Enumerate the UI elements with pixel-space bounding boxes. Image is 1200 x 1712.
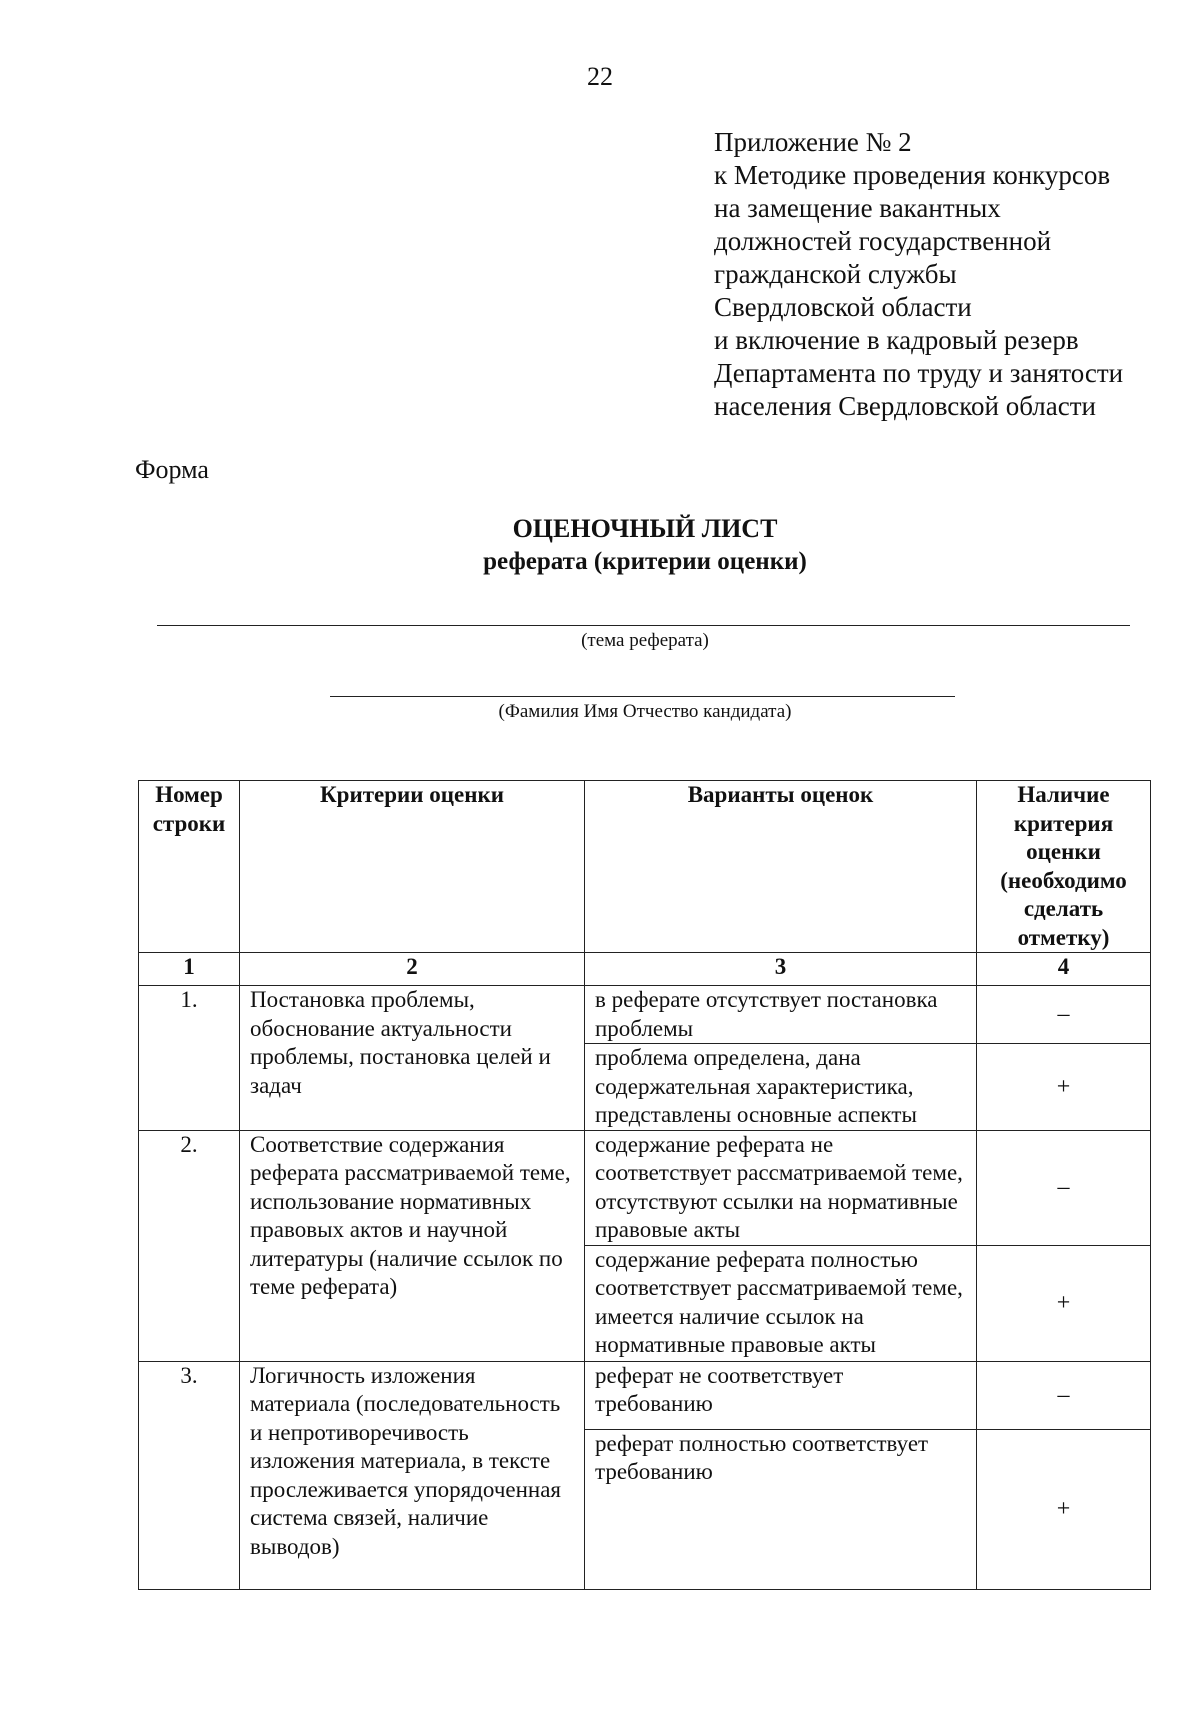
- appendix-line: населения Свердловской области: [714, 391, 1096, 421]
- row-number: 1.: [139, 986, 240, 1131]
- table-header-row: [139, 781, 1151, 953]
- option-text: в реферате отсутствует постановка проблемы: [585, 986, 977, 1044]
- row-number: 2.: [139, 1130, 240, 1361]
- mark-cell: –: [977, 986, 1151, 1044]
- table-row: [139, 1130, 1151, 1245]
- mark-cell: +: [977, 1245, 1151, 1361]
- appendix-header: [714, 126, 1123, 423]
- column-number: 4: [977, 953, 1151, 986]
- appendix-line: Свердловской области: [714, 292, 972, 322]
- option-text: реферат не соответствует требованию: [585, 1361, 977, 1429]
- name-fill-line: [330, 696, 955, 697]
- header-criteria: Критерии оценки: [240, 781, 585, 953]
- document-title: ОЦЕНОЧНЫЙ ЛИСТ: [512, 514, 778, 543]
- column-number-row: [139, 953, 1151, 986]
- option-text: реферат полностью соответствует требованию: [585, 1429, 977, 1589]
- appendix-line: и включение в кадровый резерв: [714, 325, 1079, 355]
- column-number: 1: [139, 953, 240, 986]
- mark-cell: +: [977, 1044, 1151, 1131]
- appendix-line: на замещение вакантных: [714, 193, 1001, 223]
- appendix-line: Приложение № 2: [714, 127, 912, 157]
- header-presence: Наличие критерия оценки (необходимо сделать отметку): [977, 781, 1151, 953]
- column-number: 2: [240, 953, 585, 986]
- table-row: [139, 1361, 1151, 1429]
- name-caption: (Фамилия Имя Отчество кандидата): [498, 701, 792, 722]
- evaluation-table: [138, 780, 1151, 1590]
- option-text: проблема определена, дана содержательная характеристика, представлены основные аспекты: [585, 1044, 977, 1131]
- document-subtitle: реферата (критерии оценки): [483, 548, 807, 575]
- appendix-line: к Методике проведения конкурсов: [714, 160, 1111, 190]
- option-text: содержание реферата полностью соответствует рассматриваемой теме, имеется наличие ссылок на нормативные правовые акты: [585, 1245, 977, 1361]
- table-row: [139, 986, 1151, 1044]
- mark-cell: –: [977, 1361, 1151, 1429]
- appendix-line: Департамента по труду и занятости: [714, 358, 1124, 388]
- criterion-text: Постановка проблемы, обоснование актуальности проблемы, постановка целей и задач: [240, 986, 585, 1131]
- header-row-number: Номер строки: [139, 781, 240, 953]
- header-options: Варианты оценок: [585, 781, 977, 953]
- column-number: 3: [585, 953, 977, 986]
- criterion-text: Соответствие содержания реферата рассматриваемой теме, использование нормативных правовых актов и научной литературы (наличие ссылок по теме реферата): [240, 1130, 585, 1361]
- option-text: содержание реферата не соответствует рассматриваемой теме, отсутствуют ссылки на нормативные правовые акты: [585, 1130, 977, 1245]
- appendix-line: должностей государственной: [714, 226, 1052, 256]
- topic-caption: (тема реферата): [581, 630, 709, 651]
- page-number: 22: [587, 62, 613, 91]
- topic-fill-line: [157, 625, 1130, 626]
- row-number: 3.: [139, 1361, 240, 1589]
- appendix-line: гражданской службы: [714, 259, 957, 289]
- criterion-text: Логичность изложения материала (последовательность и непротиворечивость изложения материала, в тексте прослеживается упорядоченная система связей, наличие выводов): [240, 1361, 585, 1589]
- form-label: Форма: [135, 455, 209, 484]
- mark-cell: –: [977, 1130, 1151, 1245]
- mark-cell: +: [977, 1429, 1151, 1589]
